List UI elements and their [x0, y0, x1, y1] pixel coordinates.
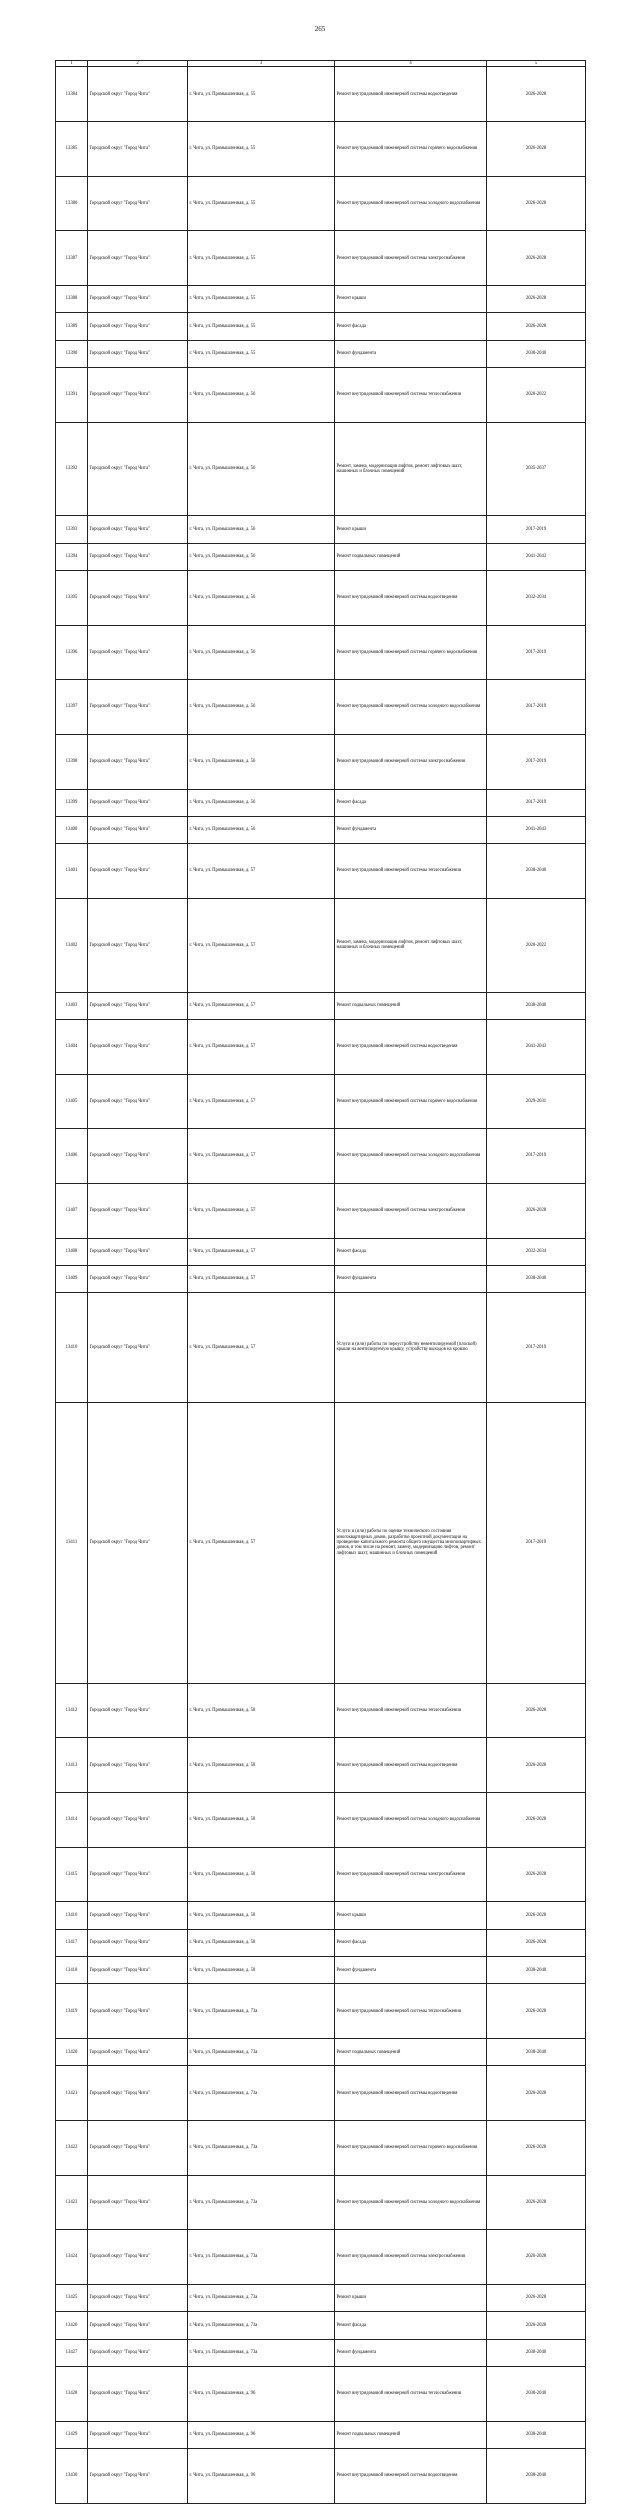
row-number-cell: 13411 — [56, 1402, 88, 1683]
period-cell: 2041-2043 — [487, 817, 586, 844]
period-cell: 2026-2028 — [487, 2175, 586, 2230]
row-number-cell: 13422 — [56, 2121, 88, 2176]
municipality-cell: Городской округ "Город Чита" — [88, 680, 188, 735]
period-cell: 2038-2040 — [487, 844, 586, 899]
period-cell: 2041-2043 — [487, 543, 586, 570]
table-row — [56, 122, 586, 177]
table-row — [56, 1020, 586, 1075]
address-cell: г. Чита, ул. Промышленная, д. 73а — [188, 2121, 335, 2176]
municipality-cell: Городской округ "Город Чита" — [88, 1402, 188, 1683]
address-cell: г. Чита, ул. Промышленная, д. 55 — [188, 67, 335, 122]
period-cell: 2017-2019 — [487, 1129, 586, 1184]
municipality-cell: Городской округ "Город Чита" — [88, 625, 188, 680]
municipality-cell: Городской округ "Город Чита" — [88, 1902, 188, 1929]
period-cell: 2017-2019 — [487, 516, 586, 543]
address-cell: г. Чита, ул. Промышленная, д. 73а — [188, 2175, 335, 2230]
municipality-cell: Городской округ "Город Чита" — [88, 1074, 188, 1129]
work-type-cell: Ремонт внутридомовой инженерной системы водоотведения — [335, 1738, 487, 1793]
work-type-cell: Ремонт внутридомовой инженерной системы водоотведения — [335, 67, 487, 122]
work-type-cell: Ремонт крыши — [335, 2285, 487, 2312]
municipality-cell: Городской округ "Город Чита" — [88, 1683, 188, 1738]
address-cell: г. Чита, ул. Промышленная, д. 56 — [188, 422, 335, 516]
work-type-cell: Ремонт внутридомовой инженерной системы электроснабжения — [335, 1847, 487, 1902]
period-cell: 2026-2028 — [487, 67, 586, 122]
row-number-cell: 13423 — [56, 2175, 88, 2230]
period-cell: 2038-2040 — [487, 2039, 586, 2066]
table-row — [56, 898, 586, 992]
table-row — [56, 1184, 586, 1239]
row-number-cell: 13425 — [56, 2285, 88, 2312]
municipality-cell: Городской округ "Город Чита" — [88, 789, 188, 816]
table-row — [56, 313, 586, 340]
municipality-cell: Городской округ "Город Чита" — [88, 2175, 188, 2230]
table-row — [56, 422, 586, 516]
municipality-cell: Городской округ "Город Чита" — [88, 1738, 188, 1793]
work-type-cell: Ремонт подвальных помещений — [335, 2421, 487, 2448]
row-number-cell: 13388 — [56, 286, 88, 313]
address-cell: г. Чита, ул. Промышленная, д. 58 — [188, 1683, 335, 1738]
row-number-cell: 13412 — [56, 1683, 88, 1738]
table-row — [56, 1129, 586, 1184]
work-type-cell: Ремонт внутридомовой инженерной системы холодного водоснабжения — [335, 176, 487, 231]
municipality-cell: Городской округ "Город Чита" — [88, 422, 188, 516]
work-type-cell: Ремонт внутридомовой инженерной системы водоотведения — [335, 1020, 487, 1075]
work-type-cell: Ремонт внутридомовой инженерной системы теплоснабжения — [335, 2367, 487, 2422]
period-cell: 2026-2028 — [487, 2121, 586, 2176]
period-cell: 2026-2028 — [487, 1929, 586, 1956]
period-cell: 2026-2028 — [487, 1902, 586, 1929]
table-row — [56, 1293, 586, 1402]
table-row — [56, 1074, 586, 1129]
municipality-cell: Городской округ "Город Чита" — [88, 2312, 188, 2339]
table-row — [56, 2285, 586, 2312]
row-number-cell: 13430 — [56, 2448, 88, 2503]
row-number-cell: 13429 — [56, 2421, 88, 2448]
address-cell: г. Чита, ул. Промышленная, д. 56 — [188, 516, 335, 543]
municipality-cell: Городской округ "Город Чита" — [88, 340, 188, 367]
municipality-cell: Городской округ "Город Чита" — [88, 1957, 188, 1984]
work-type-cell: Ремонт крыши — [335, 516, 487, 543]
row-number-cell: 13410 — [56, 1293, 88, 1402]
page-number: 265 — [314, 25, 326, 33]
row-number-cell: 13406 — [56, 1129, 88, 1184]
work-type-cell: Ремонт крыши — [335, 286, 487, 313]
work-type-cell: Ремонт фундамента — [335, 2339, 487, 2366]
address-cell: г. Чита, ул. Промышленная, д. 56 — [188, 680, 335, 735]
row-number-cell: 13387 — [56, 231, 88, 286]
address-cell: г. Чита, ул. Промышленная, д. 57 — [188, 1402, 335, 1683]
period-cell: 2026-2028 — [487, 1683, 586, 1738]
row-number-cell: 13396 — [56, 625, 88, 680]
table-row — [56, 625, 586, 680]
table-row — [56, 1793, 586, 1848]
table-row — [56, 1738, 586, 1793]
address-cell: г. Чита, ул. Промышленная, д. 58 — [188, 1957, 335, 1984]
row-number-cell: 13413 — [56, 1738, 88, 1793]
address-cell: г. Чита, ул. Промышленная, д. 96 — [188, 2421, 335, 2448]
table-row — [56, 516, 586, 543]
municipality-cell: Городской округ "Город Чита" — [88, 817, 188, 844]
work-type-cell: Ремонт внутридомовой инженерной системы теплоснабжения — [335, 1683, 487, 1738]
period-cell: 2017-2019 — [487, 1293, 586, 1402]
capital-repair-table — [55, 60, 586, 2504]
table-row — [56, 680, 586, 735]
period-cell: 2041-2043 — [487, 1020, 586, 1075]
period-cell: 2017-2019 — [487, 625, 586, 680]
municipality-cell: Городской округ "Город Чита" — [88, 516, 188, 543]
address-cell: г. Чита, ул. Промышленная, д. 73а — [188, 2312, 335, 2339]
column-header: 2 — [88, 61, 188, 67]
table-row — [56, 1929, 586, 1956]
row-number-cell: 13421 — [56, 2066, 88, 2121]
address-cell: г. Чита, ул. Промышленная, д. 73а — [188, 2066, 335, 2121]
table-row — [56, 2367, 586, 2422]
work-type-cell: Ремонт фасада — [335, 1238, 487, 1265]
work-type-cell: Ремонт внутридомовой инженерной системы теплоснабжения — [335, 368, 487, 423]
column-header: 3 — [188, 61, 335, 67]
row-number-cell: 13418 — [56, 1957, 88, 1984]
work-type-cell: Ремонт фундамента — [335, 817, 487, 844]
address-cell: г. Чита, ул. Промышленная, д. 73а — [188, 1984, 335, 2039]
work-type-cell: Услуги и (или) работы по переустройству невентилируемой (плоской) крыши на вентилируемую крышу, устройству выходов на кровлю — [335, 1293, 487, 1402]
municipality-cell: Городской округ "Город Чита" — [88, 2339, 188, 2366]
period-cell: 2017-2019 — [487, 680, 586, 735]
work-type-cell: Ремонт внутридомовой инженерной системы горячего водоснабжения — [335, 625, 487, 680]
table-row — [56, 1683, 586, 1738]
period-cell: 2038-2040 — [487, 2367, 586, 2422]
address-cell: г. Чита, ул. Промышленная, д. 56 — [188, 735, 335, 790]
work-type-cell: Ремонт внутридомовой инженерной системы водоотведения — [335, 571, 487, 626]
work-type-cell: Ремонт внутридомовой инженерной системы горячего водоснабжения — [335, 122, 487, 177]
row-number-cell: 13426 — [56, 2312, 88, 2339]
table-row — [56, 67, 586, 122]
table-row — [56, 1265, 586, 1292]
table-row — [56, 176, 586, 231]
address-cell: г. Чита, ул. Промышленная, д. 58 — [188, 1929, 335, 1956]
column-header: 1 — [56, 61, 88, 67]
address-cell: г. Чита, ул. Промышленная, д. 57 — [188, 1293, 335, 1402]
address-cell: г. Чита, ул. Промышленная, д. 57 — [188, 1074, 335, 1129]
period-cell: 2017-2019 — [487, 735, 586, 790]
work-type-cell: Ремонт внутридомовой инженерной системы холодного водоснабжения — [335, 1129, 487, 1184]
row-number-cell: 13403 — [56, 992, 88, 1019]
municipality-cell: Городской округ "Город Чита" — [88, 571, 188, 626]
table-row — [56, 789, 586, 816]
table-row — [56, 817, 586, 844]
table-row — [56, 368, 586, 423]
address-cell: г. Чита, ул. Промышленная, д. 56 — [188, 571, 335, 626]
address-cell: г. Чита, ул. Промышленная, д. 55 — [188, 231, 335, 286]
address-cell: г. Чита, ул. Промышленная, д. 58 — [188, 1847, 335, 1902]
row-number-cell: 13417 — [56, 1929, 88, 1956]
municipality-cell: Городской округ "Город Чита" — [88, 231, 188, 286]
municipality-cell: Городской округ "Город Чита" — [88, 1238, 188, 1265]
work-type-cell: Ремонт внутридомовой инженерной системы горячего водоснабжения — [335, 1074, 487, 1129]
address-cell: г. Чита, ул. Промышленная, д. 56 — [188, 368, 335, 423]
municipality-cell: Городской округ "Город Чита" — [88, 2367, 188, 2422]
table-row — [56, 1957, 586, 1984]
period-cell: 2038-2040 — [487, 2421, 586, 2448]
period-cell: 2029-2031 — [487, 1074, 586, 1129]
municipality-cell: Городской округ "Город Чита" — [88, 1929, 188, 1956]
municipality-cell: Городской округ "Город Чита" — [88, 1793, 188, 1848]
municipality-cell: Городской округ "Город Чита" — [88, 1184, 188, 1239]
municipality-cell: Городской округ "Город Чита" — [88, 1847, 188, 1902]
municipality-cell: Городской округ "Город Чита" — [88, 2448, 188, 2503]
work-type-cell: Ремонт внутридомовой инженерной системы холодного водоснабжения — [335, 1793, 487, 1848]
row-number-cell: 13397 — [56, 680, 88, 735]
table-body — [56, 67, 586, 2503]
work-type-cell: Ремонт фасада — [335, 313, 487, 340]
period-cell: 2026-2028 — [487, 122, 586, 177]
municipality-cell: Городской округ "Город Чита" — [88, 313, 188, 340]
row-number-cell: 13401 — [56, 844, 88, 899]
address-cell: г. Чита, ул. Промышленная, д. 57 — [188, 844, 335, 899]
municipality-cell: Городской округ "Город Чита" — [88, 2039, 188, 2066]
work-type-cell: Ремонт крыши — [335, 1902, 487, 1929]
table-row — [56, 2175, 586, 2230]
row-number-cell: 13385 — [56, 122, 88, 177]
address-cell: г. Чита, ул. Промышленная, д. 57 — [188, 1129, 335, 1184]
period-cell: 2017-2019 — [487, 1402, 586, 1683]
municipality-cell: Городской округ "Город Чита" — [88, 176, 188, 231]
column-header: 4 — [335, 61, 487, 67]
row-number-cell: 13404 — [56, 1020, 88, 1075]
municipality-cell: Городской округ "Город Чита" — [88, 735, 188, 790]
work-type-cell: Ремонт фундамента — [335, 340, 487, 367]
table-row — [56, 2039, 586, 2066]
table-row — [56, 992, 586, 1019]
row-number-cell: 13399 — [56, 789, 88, 816]
address-cell: г. Чита, ул. Промышленная, д. 58 — [188, 1902, 335, 1929]
row-number-cell: 13402 — [56, 898, 88, 992]
period-cell: 2026-2028 — [487, 176, 586, 231]
row-number-cell: 13419 — [56, 1984, 88, 2039]
row-number-cell: 13408 — [56, 1238, 88, 1265]
table-row — [56, 1902, 586, 1929]
municipality-cell: Городской округ "Город Чита" — [88, 1265, 188, 1292]
work-type-cell: Ремонт внутридомовой инженерной системы горячего водоснабжения — [335, 2121, 487, 2176]
address-cell: г. Чита, ул. Промышленная, д. 55 — [188, 340, 335, 367]
period-cell: 2026-2028 — [487, 2066, 586, 2121]
period-cell: 2032-2034 — [487, 571, 586, 626]
table-row — [56, 844, 586, 899]
address-cell: г. Чита, ул. Промышленная, д. 57 — [188, 1184, 335, 1239]
address-cell: г. Чита, ул. Промышленная, д. 56 — [188, 817, 335, 844]
period-cell: 2038-2040 — [487, 1265, 586, 1292]
row-number-cell: 13427 — [56, 2339, 88, 2366]
municipality-cell: Городской округ "Город Чита" — [88, 368, 188, 423]
work-type-cell: Ремонт внутридомовой инженерной системы водоотведения — [335, 2066, 487, 2121]
table-row — [56, 2066, 586, 2121]
row-number-cell: 13394 — [56, 543, 88, 570]
row-number-cell: 13407 — [56, 1184, 88, 1239]
period-cell: 2026-2028 — [487, 1847, 586, 1902]
row-number-cell: 13409 — [56, 1265, 88, 1292]
row-number-cell: 13424 — [56, 2230, 88, 2285]
address-cell: г. Чита, ул. Промышленная, д. 57 — [188, 992, 335, 1019]
work-type-cell: Ремонт внутридомовой инженерной системы теплоснабжения — [335, 844, 487, 899]
table-row — [56, 286, 586, 313]
work-type-cell: Ремонт, замена, модернизация лифтов, ремонт лифтовых шахт, машинных и блочных помещений — [335, 898, 487, 992]
table-row — [56, 1847, 586, 1902]
address-cell: г. Чита, ул. Промышленная, д. 55 — [188, 286, 335, 313]
work-type-cell: Ремонт фасада — [335, 789, 487, 816]
row-number-cell: 13405 — [56, 1074, 88, 1129]
address-cell: г. Чита, ул. Промышленная, д. 56 — [188, 625, 335, 680]
row-number-cell: 13384 — [56, 67, 88, 122]
municipality-cell: Городской округ "Город Чита" — [88, 2121, 188, 2176]
work-type-cell: Ремонт внутридомовой инженерной системы электроснабжения — [335, 1184, 487, 1239]
municipality-cell: Городской округ "Город Чита" — [88, 1293, 188, 1402]
municipality-cell: Городской округ "Город Чита" — [88, 122, 188, 177]
table-row — [56, 1984, 586, 2039]
table-row — [56, 1402, 586, 1683]
table-row — [56, 2421, 586, 2448]
address-cell: г. Чита, ул. Промышленная, д. 96 — [188, 2367, 335, 2422]
municipality-cell: Городской округ "Город Чита" — [88, 1129, 188, 1184]
work-type-cell: Ремонт фасада — [335, 2312, 487, 2339]
table-row — [56, 1238, 586, 1265]
work-type-cell: Ремонт фундамента — [335, 1265, 487, 1292]
table-row — [56, 340, 586, 367]
address-cell: г. Чита, ул. Промышленная, д. 57 — [188, 898, 335, 992]
address-cell: г. Чита, ул. Промышленная, д. 73а — [188, 2285, 335, 2312]
period-cell: 2026-2028 — [487, 1793, 586, 1848]
municipality-cell: Городской округ "Город Чита" — [88, 1984, 188, 2039]
row-number-cell: 13393 — [56, 516, 88, 543]
period-cell: 2020-2022 — [487, 898, 586, 992]
municipality-cell: Городской округ "Город Чита" — [88, 2066, 188, 2121]
table-row — [56, 231, 586, 286]
row-number-cell: 13398 — [56, 735, 88, 790]
row-number-cell: 13415 — [56, 1847, 88, 1902]
period-cell: 2035-2037 — [487, 422, 586, 516]
period-cell: 2038-2040 — [487, 2448, 586, 2503]
address-cell: г. Чита, ул. Промышленная, д. 56 — [188, 543, 335, 570]
work-type-cell: Услуги и (или) работы по оценке технического состояния многоквартирных домов, разработке проектной документации на проведение капитального ремонта общего имущества многоквартирных домов, в том числе на ремонт, замену, модернизацию лифтов, ремонт лифтовых шахт, машинных и блочных помещений — [335, 1402, 487, 1683]
row-number-cell: 13395 — [56, 571, 88, 626]
table-row — [56, 2339, 586, 2366]
row-number-cell: 13392 — [56, 422, 88, 516]
table-row — [56, 543, 586, 570]
municipality-cell: Городской округ "Город Чита" — [88, 2230, 188, 2285]
work-type-cell: Ремонт, замена, модернизация лифтов, ремонт лифтовых шахт, машинных и блочных помещений — [335, 422, 487, 516]
table-row — [56, 2312, 586, 2339]
work-type-cell: Ремонт внутридомовой инженерной системы холодного водоснабжения — [335, 2175, 487, 2230]
municipality-cell: Городской округ "Город Чита" — [88, 1020, 188, 1075]
municipality-cell: Городской округ "Город Чита" — [88, 286, 188, 313]
work-type-cell: Ремонт подвальных помещений — [335, 2039, 487, 2066]
row-number-cell: 13414 — [56, 1793, 88, 1848]
period-cell: 2038-2040 — [487, 2339, 586, 2366]
address-cell: г. Чита, ул. Промышленная, д. 57 — [188, 1020, 335, 1075]
municipality-cell: Городской округ "Город Чита" — [88, 2285, 188, 2312]
row-number-cell: 13391 — [56, 368, 88, 423]
work-type-cell: Ремонт фасада — [335, 1929, 487, 1956]
address-cell: г. Чита, ул. Промышленная, д. 55 — [188, 122, 335, 177]
work-type-cell: Ремонт подвальных помещений — [335, 992, 487, 1019]
period-cell: 2038-2040 — [487, 340, 586, 367]
work-type-cell: Ремонт внутридомовой инженерной системы электроснабжения — [335, 231, 487, 286]
period-cell: 2026-2028 — [487, 1184, 586, 1239]
address-cell: г. Чита, ул. Промышленная, д. 56 — [188, 789, 335, 816]
work-type-cell: Ремонт подвальных помещений — [335, 543, 487, 570]
table-row — [56, 735, 586, 790]
row-number-cell: 13416 — [56, 1902, 88, 1929]
municipality-cell: Городской округ "Город Чита" — [88, 67, 188, 122]
table-row — [56, 571, 586, 626]
work-type-cell: Ремонт внутридомовой инженерной системы холодного водоснабжения — [335, 680, 487, 735]
period-cell: 2026-2028 — [487, 2230, 586, 2285]
row-number-cell: 13428 — [56, 2367, 88, 2422]
period-cell: 2026-2028 — [487, 286, 586, 313]
address-cell: г. Чита, ул. Промышленная, д. 57 — [188, 1265, 335, 1292]
period-cell: 2032-2034 — [487, 1238, 586, 1265]
address-cell: г. Чита, ул. Промышленная, д. 55 — [188, 176, 335, 231]
address-cell: г. Чита, ул. Промышленная, д. 58 — [188, 1738, 335, 1793]
address-cell: г. Чита, ул. Промышленная, д. 57 — [188, 1238, 335, 1265]
work-type-cell: Ремонт внутридомовой инженерной системы электроснабжения — [335, 735, 487, 790]
period-cell: 2038-2040 — [487, 992, 586, 1019]
row-number-cell: 13390 — [56, 340, 88, 367]
table-row — [56, 2121, 586, 2176]
work-type-cell: Ремонт фундамента — [335, 1957, 487, 1984]
row-number-cell: 13400 — [56, 817, 88, 844]
period-cell: 2020-2022 — [487, 368, 586, 423]
municipality-cell: Городской округ "Город Чита" — [88, 543, 188, 570]
period-cell: 2026-2028 — [487, 1738, 586, 1793]
work-type-cell: Ремонт внутридомовой инженерной системы теплоснабжения — [335, 1984, 487, 2039]
row-number-cell: 13420 — [56, 2039, 88, 2066]
address-cell: г. Чита, ул. Промышленная, д. 73а — [188, 2230, 335, 2285]
period-cell: 2026-2028 — [487, 2285, 586, 2312]
address-cell: г. Чита, ул. Промышленная, д. 73а — [188, 2339, 335, 2366]
row-number-cell: 13389 — [56, 313, 88, 340]
period-cell: 2026-2028 — [487, 2312, 586, 2339]
column-header: 5 — [487, 61, 586, 67]
row-number-cell: 13386 — [56, 176, 88, 231]
address-cell: г. Чита, ул. Промышленная, д. 73а — [188, 2039, 335, 2066]
period-cell: 2026-2028 — [487, 1984, 586, 2039]
address-cell: г. Чита, ул. Промышленная, д. 58 — [188, 1793, 335, 1848]
period-cell: 2026-2028 — [487, 313, 586, 340]
municipality-cell: Городской округ "Город Чита" — [88, 992, 188, 1019]
period-cell: 2017-2019 — [487, 789, 586, 816]
period-cell: 2038-2040 — [487, 1957, 586, 1984]
table-row — [56, 2448, 586, 2503]
period-cell: 2026-2028 — [487, 231, 586, 286]
work-type-cell: Ремонт внутридомовой инженерной системы электроснабжения — [335, 2230, 487, 2285]
address-cell: г. Чита, ул. Промышленная, д. 96 — [188, 2448, 335, 2503]
work-type-cell: Ремонт внутридомовой инженерной системы водоотведения — [335, 2448, 487, 2503]
table-row — [56, 2230, 586, 2285]
municipality-cell: Городской округ "Город Чита" — [88, 898, 188, 992]
municipality-cell: Городской округ "Город Чита" — [88, 2421, 188, 2448]
address-cell: г. Чита, ул. Промышленная, д. 55 — [188, 313, 335, 340]
municipality-cell: Городской округ "Город Чита" — [88, 844, 188, 899]
